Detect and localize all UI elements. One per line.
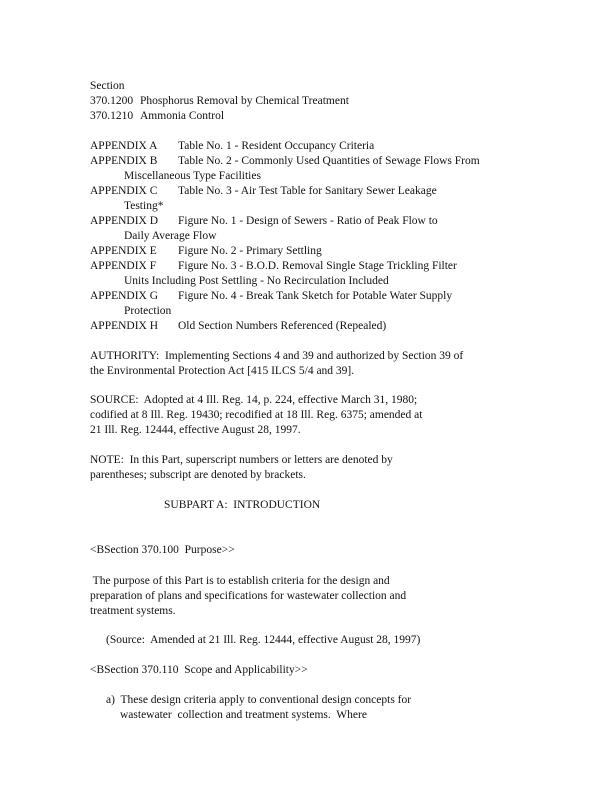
appendix-item [90, 139, 157, 154]
appendix-text: Old Section Numbers Referenced (Repealed) [178, 320, 387, 332]
toc-heading: Section [90, 80, 125, 92]
appendix-text: Figure No. 3 - B.O.D. Removal Single Stage Trickling Filter [178, 260, 457, 272]
note-text: parentheses; subscript are denoted by brackets. [90, 469, 306, 481]
appendix-label: APPENDIX B [90, 155, 158, 167]
appendix-label: APPENDIX H [90, 320, 159, 332]
section-body: treatment systems. [90, 605, 176, 617]
appendix-text: Table No. 2 - Commonly Used Quantities of Sewage Flows From [178, 155, 480, 167]
toc-entry [90, 94, 349, 109]
appendix-text-continued: Testing* [124, 200, 164, 212]
appendix-text: Figure No. 4 - Break Tank Sketch for Potable Water Supply [178, 290, 453, 302]
note-text: NOTE: In this Part, superscript numbers or letters are denoted by [90, 454, 393, 466]
toc-entry-title: Ammonia Control [140, 110, 225, 122]
appendix-label: APPENDIX E [90, 245, 157, 257]
appendix-text: Table No. 1 - Resident Occupancy Criteria [178, 140, 375, 152]
source-text: SOURCE: Adopted at 4 Ill. Reg. 14, p. 224, effective March 31, 1980; [90, 394, 418, 406]
appendix-text: Figure No. 1 - Design of Sewers - Ratio of Peak Flow to [178, 215, 438, 227]
authority-text: AUTHORITY: Implementing Sections 4 and 39 and authorized by Section 39 of [90, 350, 464, 362]
source-text: 21 Ill. Reg. 12444, effective August 28, 1997. [90, 424, 301, 436]
section-heading: <BSection 370.110 Scope and Applicability>> [90, 664, 308, 676]
appendix-label: APPENDIX A [90, 140, 158, 152]
source-text: codified at 8 Ill. Reg. 19430; recodified at 18 Ill. Reg. 6375; amended at [90, 409, 423, 421]
toc-entry [90, 109, 224, 124]
subpart-title: SUBPART A: INTRODUCTION [164, 499, 321, 511]
section-heading: <BSection 370.100 Purpose>> [90, 544, 235, 556]
appendix-label: APPENDIX F [90, 260, 157, 272]
appendix-text-continued: Protection [124, 305, 172, 317]
section-body: The purpose of this Part is to establish criteria for the design and [90, 575, 390, 587]
toc-entry-title: Phosphorus Removal by Chemical Treatment [140, 95, 349, 107]
authority-text: the Environmental Protection Act [415 ILCS 5/4 and 39]. [90, 365, 355, 377]
appendix-label: APPENDIX C [90, 185, 158, 197]
appendix-text-continued: Miscellaneous Type Facilities [124, 170, 261, 182]
appendix-text: Figure No. 2 - Primary Settling [178, 245, 322, 257]
appendix-text-continued: Daily Average Flow [124, 230, 217, 242]
section-item-a-continued: wastewater collection and treatment systems. Where [120, 709, 367, 721]
appendix-text-continued: Units Including Post Settling - No Recirculation Included [124, 275, 389, 287]
section-item-a: a) These design criteria apply to conventional design concepts for [106, 694, 412, 706]
appendix-text: Table No. 3 - Air Test Table for Sanitary Sewer Leakage [178, 185, 437, 197]
appendix-label: APPENDIX D [90, 215, 159, 227]
toc-entry-number: 370.1200 [90, 95, 134, 107]
section-source-note: (Source: Amended at 21 Ill. Reg. 12444, effective August 28, 1997) [106, 634, 421, 646]
appendix-label: APPENDIX G [90, 290, 159, 302]
toc-entry-number: 370.1210 [90, 110, 134, 122]
section-body: preparation of plans and specifications for wastewater collection and [90, 590, 407, 602]
